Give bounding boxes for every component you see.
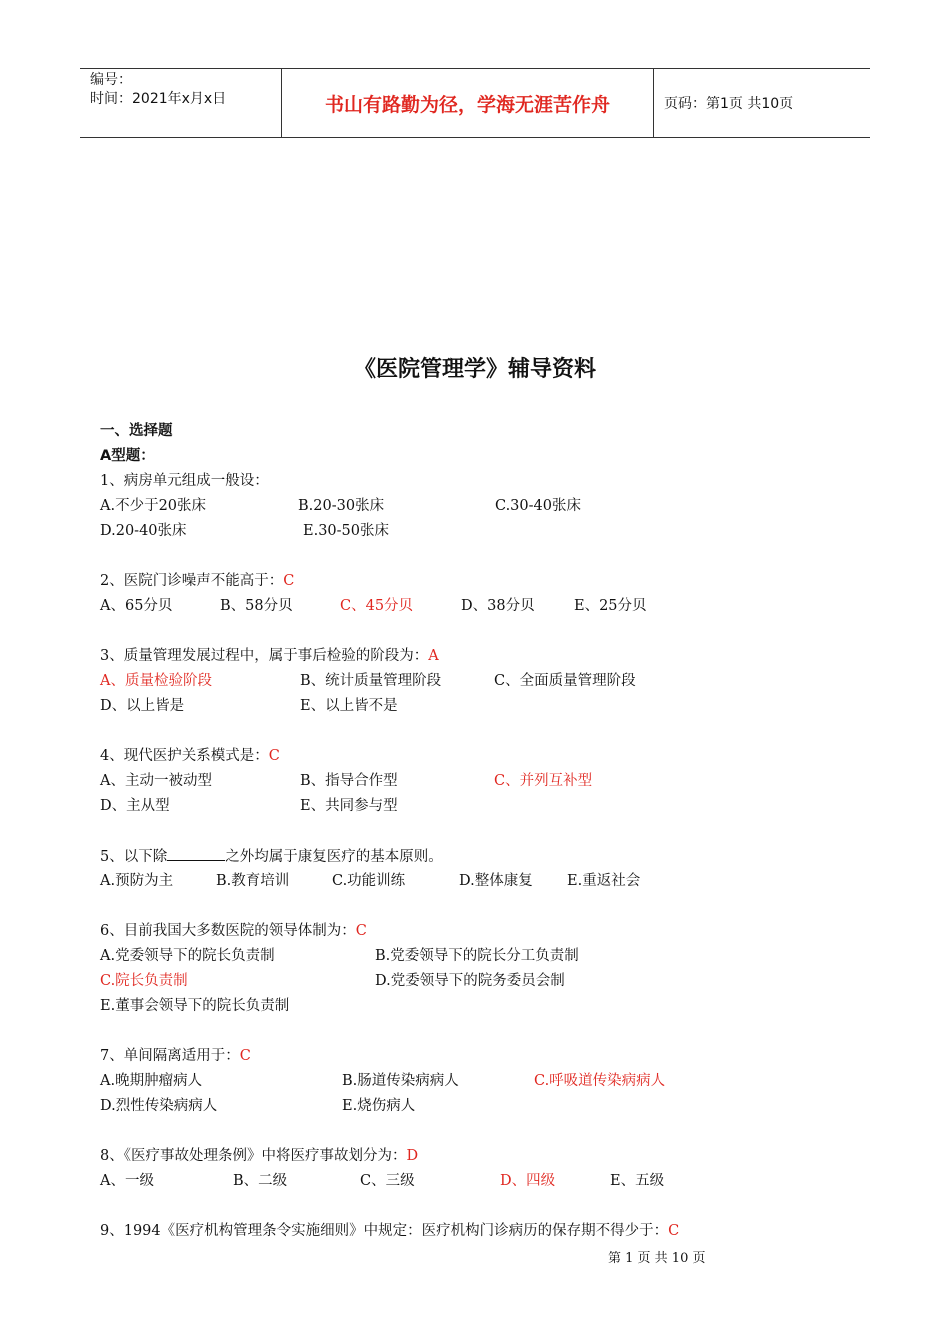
option: A.不少于20张床 [100, 498, 207, 514]
answer-key: C [283, 573, 295, 589]
correct-option: D、四级 [500, 1173, 556, 1189]
header-page-info: 页码：第1页 共10页 [664, 96, 794, 112]
question-stem: 4、现代医护关系模式是：C [100, 748, 280, 764]
option-row [100, 1069, 860, 1094]
option-row [100, 869, 860, 894]
option: D.烈性传染病病人 [100, 1098, 218, 1114]
option-row [100, 944, 860, 969]
option: E、以上皆不是 [300, 698, 398, 714]
option: E、共同参与型 [300, 798, 398, 814]
answer-key: C [268, 748, 280, 764]
document-number-label: 编号： [90, 72, 132, 88]
document-title: 《医院管理学》辅导资料 [353, 357, 596, 382]
header-meta [80, 69, 282, 137]
question-stem: 1、病房单元组成一般设： [100, 473, 269, 489]
header-motto: 书山有路勤为径，学海无涯苦作舟 [282, 69, 654, 137]
option: D、主从型 [100, 798, 170, 814]
answer-key: D [406, 1148, 419, 1164]
option: B.教育培训 [216, 873, 290, 889]
option: E、五级 [610, 1173, 665, 1189]
option: E、25分贝 [574, 598, 647, 614]
option: B.肠道传染病病人 [342, 1073, 459, 1089]
option: A.党委领导下的院长负责制 [100, 948, 275, 964]
correct-option: C.院长负责制 [100, 973, 188, 989]
option: B、58分贝 [220, 598, 293, 614]
section-heading: 一、选择题 [100, 423, 173, 439]
option: B、统计质量管理阶段 [300, 673, 442, 689]
option: E.烧伤病人 [342, 1098, 416, 1114]
option-row [100, 594, 860, 619]
answer-key: C [668, 1223, 680, 1239]
correct-option: C、并列互补型 [494, 773, 593, 789]
option: C、全面质量管理阶段 [494, 673, 636, 689]
option-row [100, 769, 860, 794]
correct-option: C.呼吸道传染病病人 [534, 1073, 666, 1089]
document-body [100, 419, 860, 1244]
answer-key: C [239, 1048, 251, 1064]
option: A.晚期肿瘤病人 [100, 1073, 203, 1089]
question-stem: 3、质量管理发展过程中，属于事后检验的阶段为：A [100, 648, 439, 664]
option-row [100, 1169, 860, 1194]
option-row [100, 694, 860, 719]
option: E.董事会领导下的院长负责制 [100, 998, 290, 1014]
subsection-heading: A型题： [100, 448, 155, 464]
option: D.党委领导下的院务委员会制 [375, 973, 565, 989]
question-stem: 8、《医疗事故处理条例》中将医疗事故划分为：D [100, 1148, 419, 1164]
option-row [100, 794, 860, 819]
option: A.预防为主 [100, 873, 174, 889]
option: E.30-50张床 [303, 523, 389, 539]
option: C、三级 [360, 1173, 415, 1189]
correct-option: C、45分贝 [340, 598, 414, 614]
correct-option: A、质量检验阶段 [100, 673, 212, 689]
question-stem: 9、1994《医疗机构管理条令实施细则》中规定：医疗机构门诊病历的保存期不得少于：C [100, 1223, 680, 1239]
option: E.重返社会 [567, 873, 641, 889]
option-row [100, 1094, 860, 1119]
option: C.30-40张床 [495, 498, 581, 514]
question-stem: 2、医院门诊噪声不能高于：C [100, 573, 295, 589]
option: D、以上皆是 [100, 698, 185, 714]
option: B.20-30张床 [298, 498, 385, 514]
option: C.功能训练 [332, 873, 406, 889]
option-row [100, 519, 860, 544]
page-footer: 第 1 页 共 10 页 [608, 1251, 706, 1266]
option: D.20-40张床 [100, 523, 187, 539]
option-row [100, 969, 860, 994]
option: A、一级 [100, 1173, 154, 1189]
option: B、二级 [233, 1173, 288, 1189]
option: A、65分贝 [100, 598, 173, 614]
option: D.整体康复 [459, 873, 533, 889]
option: A、主动一被动型 [100, 773, 212, 789]
answer-key: C [355, 923, 367, 939]
option: B、指导合作型 [300, 773, 398, 789]
option-row [100, 669, 860, 694]
question-stem: 5、以下除 之外均属于康复医疗的基本原则。 [100, 844, 860, 869]
question-stem: 7、单间隔离适用于：C [100, 1048, 251, 1064]
option-row [100, 994, 860, 1019]
fill-blank [167, 844, 225, 861]
option-row [100, 494, 860, 519]
question-stem: 6、目前我国大多数医院的领导体制为：C [100, 923, 367, 939]
document-date: 时间：2021年x月x日 [90, 91, 227, 107]
page-header [80, 68, 870, 138]
option: B.党委领导下的院长分工负责制 [375, 948, 579, 964]
answer-key: A [428, 648, 439, 664]
option: D、38分贝 [461, 598, 535, 614]
